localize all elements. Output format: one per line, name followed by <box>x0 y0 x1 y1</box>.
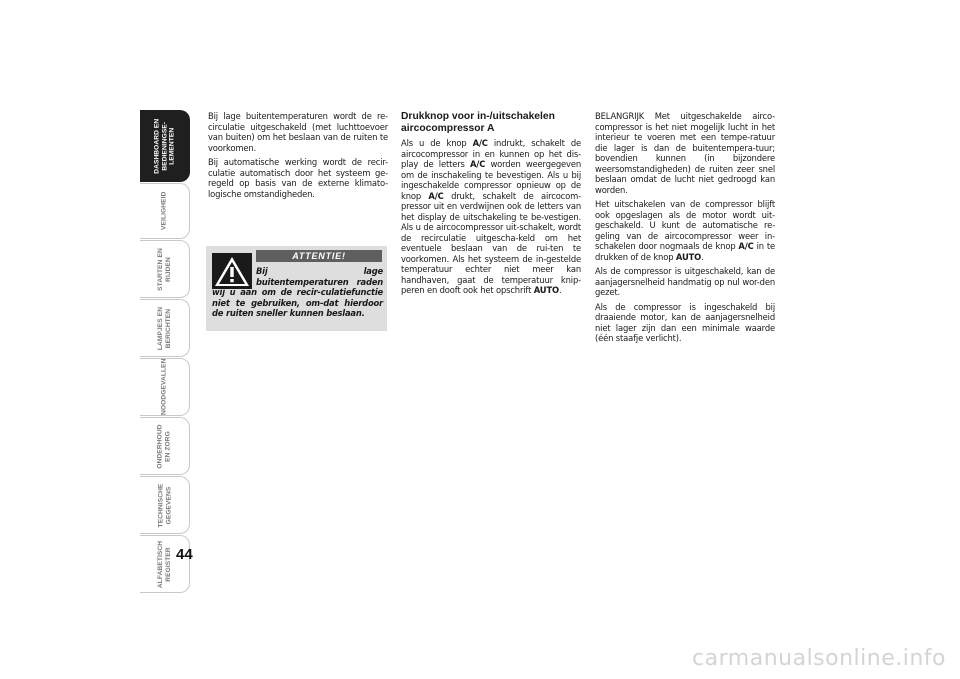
tab-label-line: EN ZORG <box>164 430 172 462</box>
tab-label-line: RIJDEN <box>164 256 172 282</box>
text-column-2 <box>401 111 581 300</box>
tab-alfabetisch-register[interactable] <box>140 535 190 593</box>
tab-lampjes-en-berichten[interactable] <box>140 299 190 357</box>
tab-label-line: NOODGEVALLEN <box>160 358 168 416</box>
text-column-3 <box>595 111 775 348</box>
page-number: 44 <box>176 546 193 563</box>
tab-dashboard[interactable] <box>140 110 190 182</box>
tab-label-line: BEDIENINGSE- <box>160 121 168 171</box>
paragraph: Als de compressor is uitgeschakeld, kan de aanjagersnelheid handmatig op nul wor-den gezet. <box>595 266 775 297</box>
tab-onderhoud-en-zorg[interactable] <box>140 417 190 475</box>
tab-label-line: TECHNISCHE <box>157 483 164 527</box>
tab-label-line: VEILIGHEID <box>160 191 168 231</box>
attention-text: Bij lage buitentemperaturen raden wij u aan om de recir-culatiefunctie niet te gebruiken, om-dat hierdoor de ruiten sneller kunnen beslaan. <box>212 266 383 318</box>
tab-label-line: ALFABETISCH <box>156 540 164 588</box>
tab-label-line: DASHBOARD EN <box>153 118 161 174</box>
tab-label-line: LAMPJES EN <box>156 306 164 350</box>
tab-noodgevallen[interactable] <box>140 358 190 416</box>
attention-title: ATTENTIE! <box>256 250 382 262</box>
paragraph: Het uitschakelen van de compressor blijft ook opgeslagen als de motor wordt uit-geschakeld. U kunt de automatische re-geling van de aircocompressor weer in-schakelen door nogmaals de knop A/C in te drukken of de knop AUTO. <box>595 199 775 262</box>
tab-starten-en-rijden[interactable] <box>140 240 190 298</box>
paragraph: Bij lage buitentemperaturen wordt de re-circulatie uitgeschakeld (met luchttoevoer van buiten) om het beslaan van de ruiten te voorkomen. <box>208 111 388 153</box>
tab-label-line: REGISTER <box>164 546 172 582</box>
tab-label-line: BERICHTEN <box>164 308 172 348</box>
text-column-1 <box>208 111 388 203</box>
tab-label-line: LEMENTEN <box>168 127 176 165</box>
watermark: carmanualsonline.info <box>692 646 946 671</box>
paragraph: Bij automatische werking wordt de recir-culatie automatisch door het systeem ge-regeld op basis van de externe klimato-logische omstandigheden. <box>208 157 388 199</box>
tab-label-line: ONDERHOUD <box>156 423 164 469</box>
paragraph: Als de compressor is ingeschakeld bij draaiende motor, kan de aanjagersnelheid niet lager zijn dan een minimale waarde (één staafje verlicht). <box>595 301 775 343</box>
tab-label-line: STARTEN EN <box>156 247 164 291</box>
tab-label-line: GEGEVENS <box>164 486 172 524</box>
attention-box <box>206 246 387 331</box>
paragraph: Als u de knop A/C indrukt, schakelt de aircocompressor in en kunnen op het dis-play de letters A/C worden weergegeven om de inschakeling te bevestigen. Als u bij ingeschakelde compressor opnieuw op de knop A/C drukt, schakelt de aircocom-pressor uit en verdwijnen ook de letters van het display de uitschakeling te be-vestigen. Als u de aircocompressor uit-schakelt, wordt de recirculatie uitgescha-keld om het eventuele beslaan van de rui-ten te voorkomen. Als het systeem de in-gestelde temperatuur echter niet meer kan handhaven, gaat de temperatuur knip-peren en dooft ook het opschrift AUTO. <box>401 138 581 295</box>
tab-veiligheid[interactable] <box>140 183 190 239</box>
paragraph: BELANGRIJK Met uitgeschakelde airco-compressor is het niet mogelijk lucht in het interieur te voeren met een tempe-ratuur die lager is dan de buitentempera-tuur; bovendien kunnen (in bijzondere weersomstandigheden) de ruiten zeer snel beslaan omdat de lucht niet gedroogd kan worden. <box>595 111 775 195</box>
tab-technische-gegevens[interactable] <box>140 476 190 534</box>
section-heading: Drukknop voor in-/uitschakelen aircocompressor A <box>401 111 555 134</box>
